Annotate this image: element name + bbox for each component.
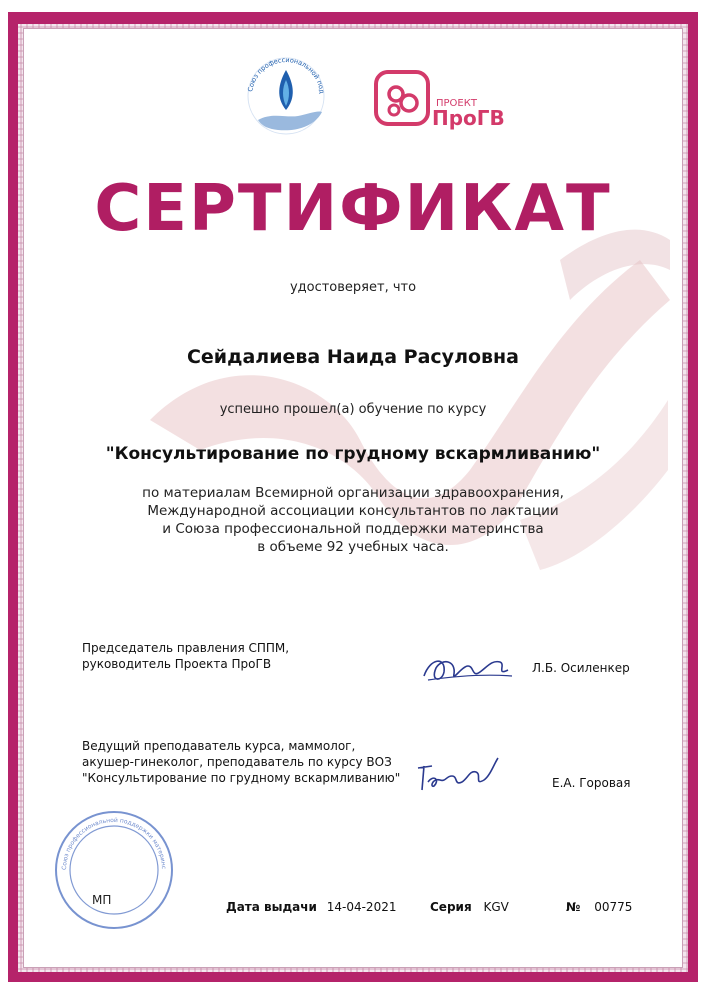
spmp-logo-text: Союз профессиональной под: [246, 55, 326, 95]
series-label: Серия: [430, 900, 472, 914]
signatory-2-name: Е.А. Горовая: [552, 776, 631, 790]
course-description: [0, 484, 706, 556]
series-value: KGV: [483, 900, 509, 914]
course-title: "Консультирование по грудному вскармливанию": [105, 444, 601, 464]
issue-date-value: 14-04-2021: [326, 900, 397, 914]
progv-logo-name: ПроГВ: [432, 106, 505, 130]
certifies-text: удостоверяет, что: [289, 280, 417, 295]
role-line: акушер-гинеколог, преподаватель по курсу ВОЗ: [82, 755, 392, 769]
role-line: "Консультирование по грудному вскармливанию": [82, 771, 401, 785]
number-value: 00775: [594, 900, 633, 914]
role-line: Председатель правления СППМ,: [82, 641, 290, 655]
progv-logo: [372, 70, 522, 134]
recipient-name: Сейдалиева Наида Расуловна: [186, 346, 520, 368]
issue-date-label: Дата выдачи: [226, 900, 317, 914]
svg-text:Союз профессиональной поддержк: [52, 808, 167, 870]
stamp-label: МП: [92, 893, 112, 907]
progv-logo-label: ПРОЕКТ: [436, 98, 477, 109]
description-line: по материалам Всемирной организации здравоохранения,: [142, 485, 564, 501]
role-line: руководитель Проекта ПроГВ: [82, 657, 272, 671]
certificate-number: [566, 900, 632, 914]
description-line: и Союза профессиональной поддержки материнства: [162, 521, 544, 537]
series: [430, 900, 509, 914]
official-stamp: [52, 808, 176, 932]
description-line: в объеме 92 учебных часа.: [257, 539, 449, 555]
number-label: №: [566, 900, 581, 914]
description-line: Международной ассоциации консультантов по лактации: [147, 503, 559, 519]
signatory-1-role: [82, 640, 289, 672]
spmp-logo: [238, 54, 334, 148]
signature-osilenker: [416, 646, 516, 690]
role-line: Ведущий преподаватель курса, маммолог,: [82, 739, 356, 753]
signature-gorovaya: [412, 750, 504, 800]
signatory-1-name: Л.Б. Осиленкер: [532, 661, 630, 675]
stamp-text: Союз профессиональной поддержки материнс: [60, 816, 168, 871]
issue-date: [226, 900, 396, 914]
signatory-2-role: [82, 738, 400, 786]
certificate-title: СЕРТИФИКАТ: [94, 172, 612, 246]
completed-text: успешно прошел(а) обучение по курсу: [219, 402, 487, 417]
